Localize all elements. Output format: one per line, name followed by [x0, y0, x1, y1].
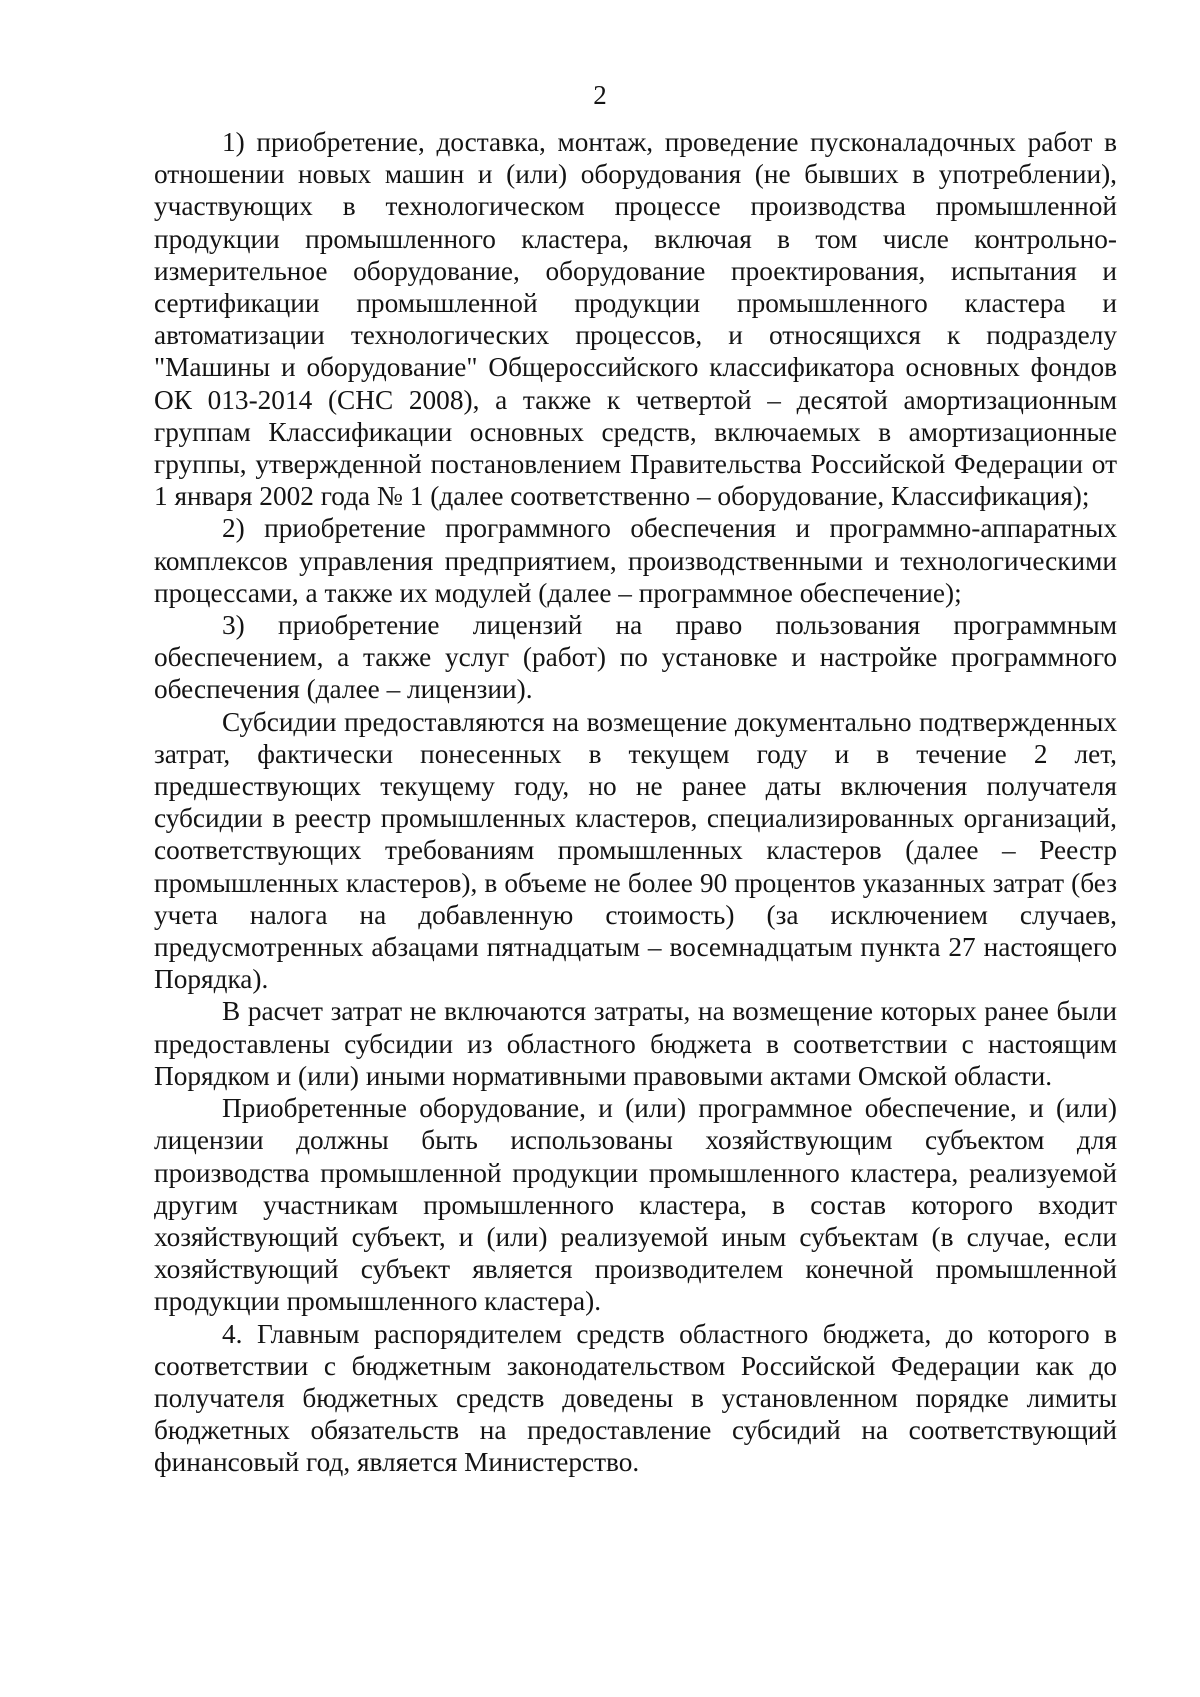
page-number: 2 [593, 80, 607, 110]
paragraph-section-4-main-administrator: 4. Главным распорядителем средств областного бюджета, до которого в соответствии с бюджетным законодательством Российской Федерации как до получателя бюджетных средств доведены в установленном порядке лимиты бюджетных обязательств на предоставление субсидий на соответствующий финансовый год, является Министерство. [154, 1318, 1117, 1478]
paragraph-subsidies-compensation: Субсидии предоставляются на возмещение документально подтвержденных затрат, фактически понесенных в текущем году и в течение 2 лет, предшествующих текущему году, но не ранее даты включения получателя субсидии в реестр промышленных кластеров, специализированных организаций, соответствующих требованиям промышленных кластеров (далее – Реестр промышленных кластеров), в объеме не более 90 процентов указанных затрат (без учета налога на добавленную стоимость) (за исключением случаев, предусмотренных абзацами пятнадцатым – восемнадцатым пункта 27 настоящего Порядка). [154, 706, 1117, 995]
paragraph-item-2-software: 2) приобретение программного обеспечения и программно-аппаратных комплексов управления предприятием, производственными и технологическими процессами, а также их модулей (далее – программное обеспечение); [154, 513, 1117, 608]
paragraph-item-1-equipment: 1) приобретение, доставка, монтаж, проведение пусконаладочных работ в отношении новых машин и (или) оборудования (не бывших в употреблении), участвующих в технологическом процессе производства промышленной продукции промышленного кластера, включая в том числе контрольно-измерительное оборудование, оборудование проектирования, испытания и сертификации промышленной продукции промышленного кластера и автоматизации технологических процессов, и относящихся к подразделу "Машины и оборудование" Общероссийского классификатора основных фондов ОК 013-2014 (СНС 2008), а также к четвертой – десятой амортизационным группам Классификации основных средств, включаемых в амортизационные группы, утвержденной постановлением Правительства Российской Федерации от 1 января 2002 года № 1 (далее соответственно – оборудование, Классификация); [154, 127, 1117, 512]
paragraph-usage-requirements: Приобретенные оборудование, и (или) программное обеспечение, и (или) лицензии должны быть использованы хозяйствующим субъектом для производства промышленной продукции промышленного кластера, реализуемой другим участникам промышленного кластера, в состав которого входит хозяйствующий субъект, и (или) реализуемой иным субъектам (в случае, если хозяйствующий субъект является производителем конечной промышленной продукции промышленного кластера). [154, 1093, 1117, 1317]
document-body [154, 126, 1117, 1479]
paragraph-excluded-costs: В расчет затрат не включаются затраты, на возмещение которых ранее были предоставлены субсидии из областного бюджета в соответствии с настоящим Порядком и (или) иными нормативными правовыми актами Омской области. [154, 996, 1117, 1091]
paragraph-item-3-licenses: 3) приобретение лицензий на право пользования программным обеспечением, а также услуг (работ) по установке и настройке программного обеспечения (далее – лицензии). [154, 610, 1117, 705]
